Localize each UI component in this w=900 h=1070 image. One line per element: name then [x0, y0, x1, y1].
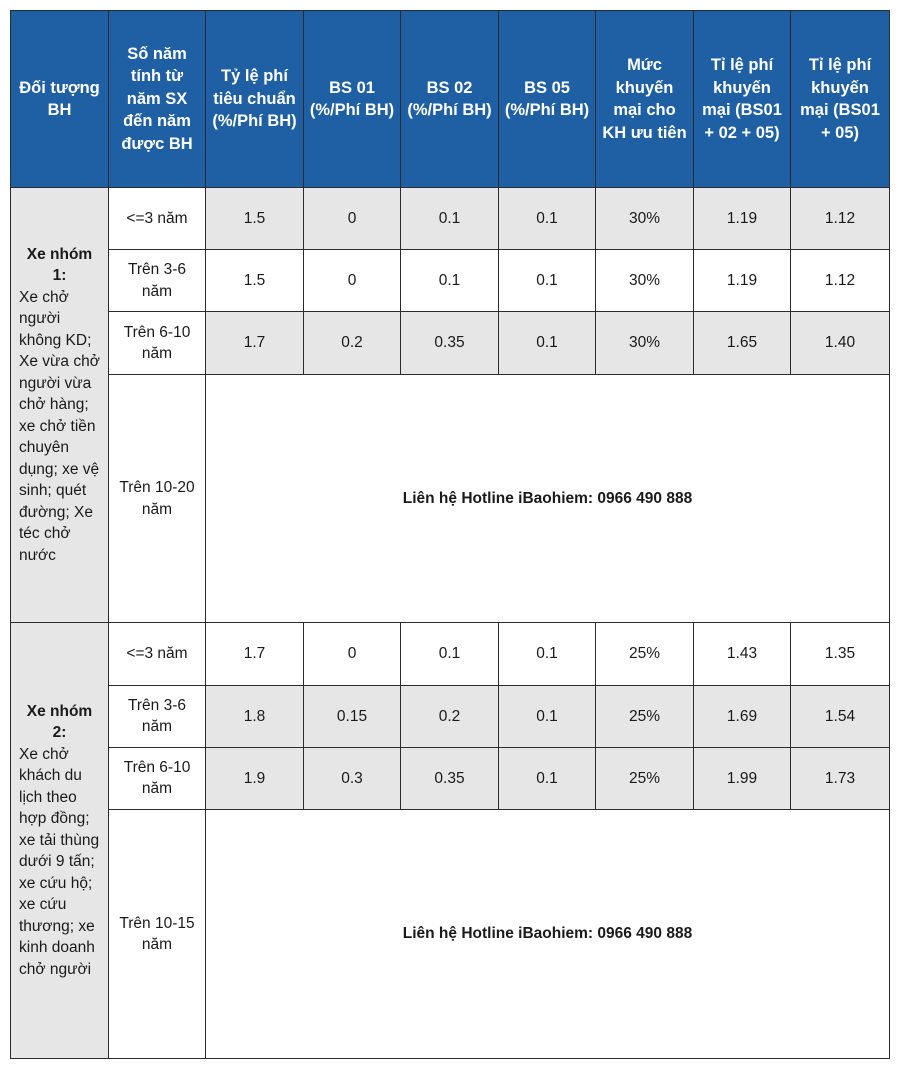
group-description: Xe chở người không KD; Xe vừa chở người vừa chở hàng; xe chở tiền chuyên dụng; xe vệ sinh; quét đường; Xe téc chở nước — [19, 288, 100, 564]
header-cell-standard-rate: Tỷ lệ phí tiêu chuẩn (%/Phí BH) — [206, 11, 304, 188]
hotline-cell: Liên hệ Hotline iBaohiem: 0966 490 888 — [206, 374, 890, 623]
bs02-cell: 0.2 — [401, 685, 499, 747]
rate-01-05-cell: 1.54 — [791, 685, 890, 747]
bs02-cell: 0.35 — [401, 747, 499, 809]
standard-rate-cell: 1.7 — [206, 623, 304, 685]
table-row — [11, 685, 890, 747]
age-cell: Trên 6-10 năm — [109, 747, 206, 809]
age-cell: Trên 3-6 năm — [109, 250, 206, 312]
bs01-cell: 0 — [304, 188, 401, 250]
rate-all-cell: 1.19 — [694, 250, 791, 312]
rate-all-cell: 1.19 — [694, 188, 791, 250]
insurance-rate-table — [10, 10, 890, 1059]
standard-rate-cell: 1.5 — [206, 188, 304, 250]
group-2-cell — [11, 623, 109, 1059]
promo-cell: 25% — [596, 747, 694, 809]
bs05-cell: 0.1 — [499, 250, 596, 312]
hotline-cell: Liên hệ Hotline iBaohiem: 0966 490 888 — [206, 810, 890, 1059]
header-cell-promo-rate-01-05: Tỉ lệ phí khuyến mại (BS01 + 05) — [791, 11, 890, 188]
rate-all-cell: 1.65 — [694, 312, 791, 374]
promo-cell: 25% — [596, 685, 694, 747]
promo-cell: 30% — [596, 188, 694, 250]
bs05-cell: 0.1 — [499, 685, 596, 747]
bs01-cell: 0.15 — [304, 685, 401, 747]
age-cell: <=3 năm — [109, 188, 206, 250]
bs05-cell: 0.1 — [499, 623, 596, 685]
standard-rate-cell: 1.7 — [206, 312, 304, 374]
bs01-cell: 0.3 — [304, 747, 401, 809]
bs02-cell: 0.1 — [401, 250, 499, 312]
age-cell: <=3 năm — [109, 623, 206, 685]
table-row — [11, 312, 890, 374]
header-cell-bs01: BS 01 (%/Phí BH) — [304, 11, 401, 188]
standard-rate-cell: 1.9 — [206, 747, 304, 809]
promo-cell: 30% — [596, 250, 694, 312]
age-cell: Trên 10-20 năm — [109, 374, 206, 623]
bs05-cell: 0.1 — [499, 312, 596, 374]
promo-cell: 25% — [596, 623, 694, 685]
age-cell: Trên 3-6 năm — [109, 685, 206, 747]
rate-all-cell: 1.99 — [694, 747, 791, 809]
rate-01-05-cell: 1.12 — [791, 250, 890, 312]
rate-all-cell: 1.43 — [694, 623, 791, 685]
header-cell-promo-rate-all: Tỉ lệ phí khuyến mại (BS01 + 02 + 05) — [694, 11, 791, 188]
age-cell: Trên 10-15 năm — [109, 810, 206, 1059]
group-description: Xe chở khách du lịch theo hợp đồng; xe tải thùng dưới 9 tấn; xe cứu hộ; xe cứu thương; xe kinh doanh chở người — [19, 745, 100, 978]
bs01-cell: 0 — [304, 623, 401, 685]
bs05-cell: 0.1 — [499, 747, 596, 809]
bs02-cell: 0.1 — [401, 623, 499, 685]
table-row — [11, 623, 890, 685]
header-cell-promo-level: Mức khuyến mại cho KH ưu tiên — [596, 11, 694, 188]
table-row — [11, 250, 890, 312]
rate-01-05-cell: 1.12 — [791, 188, 890, 250]
group-1-cell — [11, 188, 109, 623]
rate-all-cell: 1.69 — [694, 685, 791, 747]
bs01-cell: 0 — [304, 250, 401, 312]
header-cell-bs05: BS 05 (%/Phí BH) — [499, 11, 596, 188]
group-title: Xe nhóm 2: — [26, 702, 93, 742]
rate-01-05-cell: 1.40 — [791, 312, 890, 374]
standard-rate-cell: 1.5 — [206, 250, 304, 312]
rate-01-05-cell: 1.73 — [791, 747, 890, 809]
standard-rate-cell: 1.8 — [206, 685, 304, 747]
header-cell-vehicle-age: Số năm tính từ năm SX đến năm được BH — [109, 11, 206, 188]
promo-cell: 30% — [596, 312, 694, 374]
rate-01-05-cell: 1.35 — [791, 623, 890, 685]
header-cell-insured-object: Đối tượng BH — [11, 11, 109, 188]
table-row — [11, 747, 890, 809]
age-cell: Trên 6-10 năm — [109, 312, 206, 374]
header-cell-bs02: BS 02 (%/Phí BH) — [401, 11, 499, 188]
bs02-cell: 0.1 — [401, 188, 499, 250]
bs02-cell: 0.35 — [401, 312, 499, 374]
table-row — [11, 188, 890, 250]
bs01-cell: 0.2 — [304, 312, 401, 374]
table-row-contact — [11, 810, 890, 1059]
group-title: Xe nhóm 1: — [26, 245, 93, 285]
bs05-cell: 0.1 — [499, 188, 596, 250]
header-row — [11, 11, 890, 188]
table-row-contact — [11, 374, 890, 623]
